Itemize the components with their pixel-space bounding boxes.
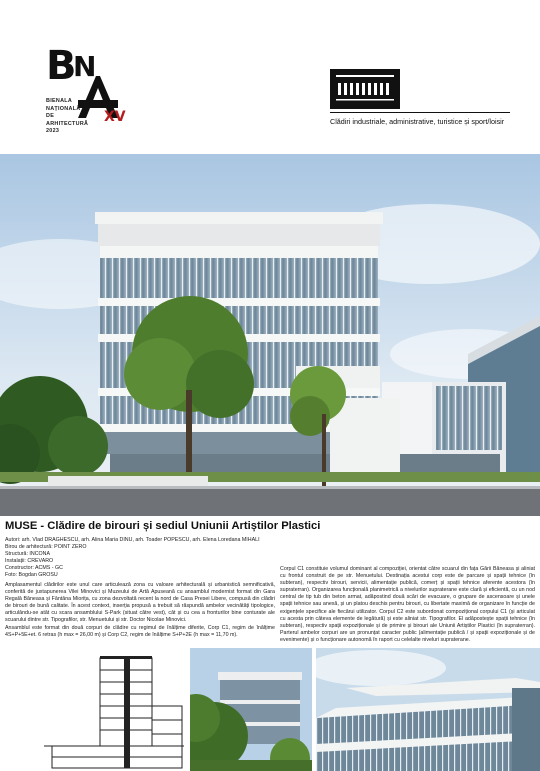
logo-edition: XV: [104, 109, 126, 125]
logo-line: BIENALA: [46, 98, 73, 104]
logo-wordmark: [46, 98, 88, 136]
description-paragraph: Amplasamentul clădirilor este unul care articulează zona cu valoare arhitecturală și urbanistică semnificativă, conferită de juxtapunerea Vilei Minovici și Muzeului de Artă Apuseană cu ansamblul modernist format din Gara Regală Băneasa și Fântâna Miorița, cu zona dezvoltată recent la nord de Casa Presei Libere, compusă din clădiri de birouri de bună calitate. În acest context, inserția propusă a trebuit să răspundă ambelor vecinătăți tipologice, articulându-se atât cu scara ansamblului S-Park (situat către vest), cât și cu cea a fronturilor bine conturate ale scuarului dintre str. Tipografilor, str. Menuetului și str. Doctor Nicolae Minovici.: [5, 582, 275, 624]
industrial-building-icon: [330, 69, 400, 113]
logo-letter-b: B: [46, 43, 75, 89]
logo-letter-n: N: [73, 50, 97, 83]
credit-line: Structură: INCONA: [5, 551, 51, 558]
description-paragraph: Corpul C1 constituie volumul dominant al compoziției, orientat către scuarul din fața Gării Băneasa și aliniat cu frontul construit de pe str. Menuetului. Destinația acestui corp este de parcare și spații tehnice (în subteran), respectiv birouri, servicii, alimentație publică, comerț și spații tehnice aferente acestora (în supraterran). Organizarea funcțională planimetrică a nivelurilor supraterane este clară și eficientă, cu un nod central de tip tub din beton armat, adăpostind două scări de evacuare, o grupare de ascensoare și unele spații tehnice sau anexă, și un platou deschis pentru birouri, cu libertate maximă de organizare în funcție de exigențele specifice ale fiecărui utilizator. Corpul C2 este subordonat compozițional corpului C1 (și articulat cu acesta prin câteva elemente de legătură) și este aliniat str. Tipografilor. El adăpostește spații tehnice (în subteran), respectiv spații expoziționale și de primire și birouri ale Uniunii Artiștilor Plastici (în supraterran). Parterul ambelor corpuri are un pronunțat caracter public (alimentație publică / și spații expoziționale și de evenimente) și o funcționare autonomă în raport cu celelalte niveluri supraterane.: [280, 566, 535, 643]
credit-line: Constructor: ACMS - GC: [5, 565, 63, 572]
building-detail-photo-1: [190, 648, 312, 771]
project-credits: [5, 537, 275, 580]
category-divider: [330, 112, 510, 113]
logo-line: 2023: [46, 128, 60, 135]
bna-logo: [46, 43, 126, 138]
category-label: Clădiri industriale, administrative, turistice și sport/loisir: [330, 117, 505, 126]
description-left: [5, 582, 275, 639]
credit-line: Birou de arhitectură: POINT ZERO: [5, 544, 87, 551]
section-drawing: [44, 648, 184, 771]
logo-line: NAȚIONALĂ: [46, 105, 81, 112]
credit-line: Instalații: CREVARO: [5, 558, 54, 565]
logo-line: ARHITECTURĂ: [46, 120, 89, 127]
building-detail-photo-2: [316, 648, 540, 771]
hero-building-photo: [0, 154, 540, 516]
description-paragraph: Ansamblul este format din două corpuri de clădire cu regimul de înălțime diferite, Corp C1, regim de înălțime 4S+P+5E+et. 6 retras (h max = 26,00 m) și Corp C2, regim de înălțime S+P+2E (h max = 11,70 m).: [5, 624, 275, 638]
credit-line: Foto: Bogdan GROSU: [5, 572, 58, 579]
description-right: [280, 566, 535, 644]
logo-line: DE: [46, 113, 55, 120]
project-title: MUSE - Clădire de birouri și sediul Uniunii Artiștilor Plastici: [5, 520, 321, 532]
credit-line: Autori: arh. Vlad DRAGHESCU, arh. Alina Maria DINU, arh. Toader POPESCU, arh. Elena Loredana MIHALI: [5, 537, 260, 543]
